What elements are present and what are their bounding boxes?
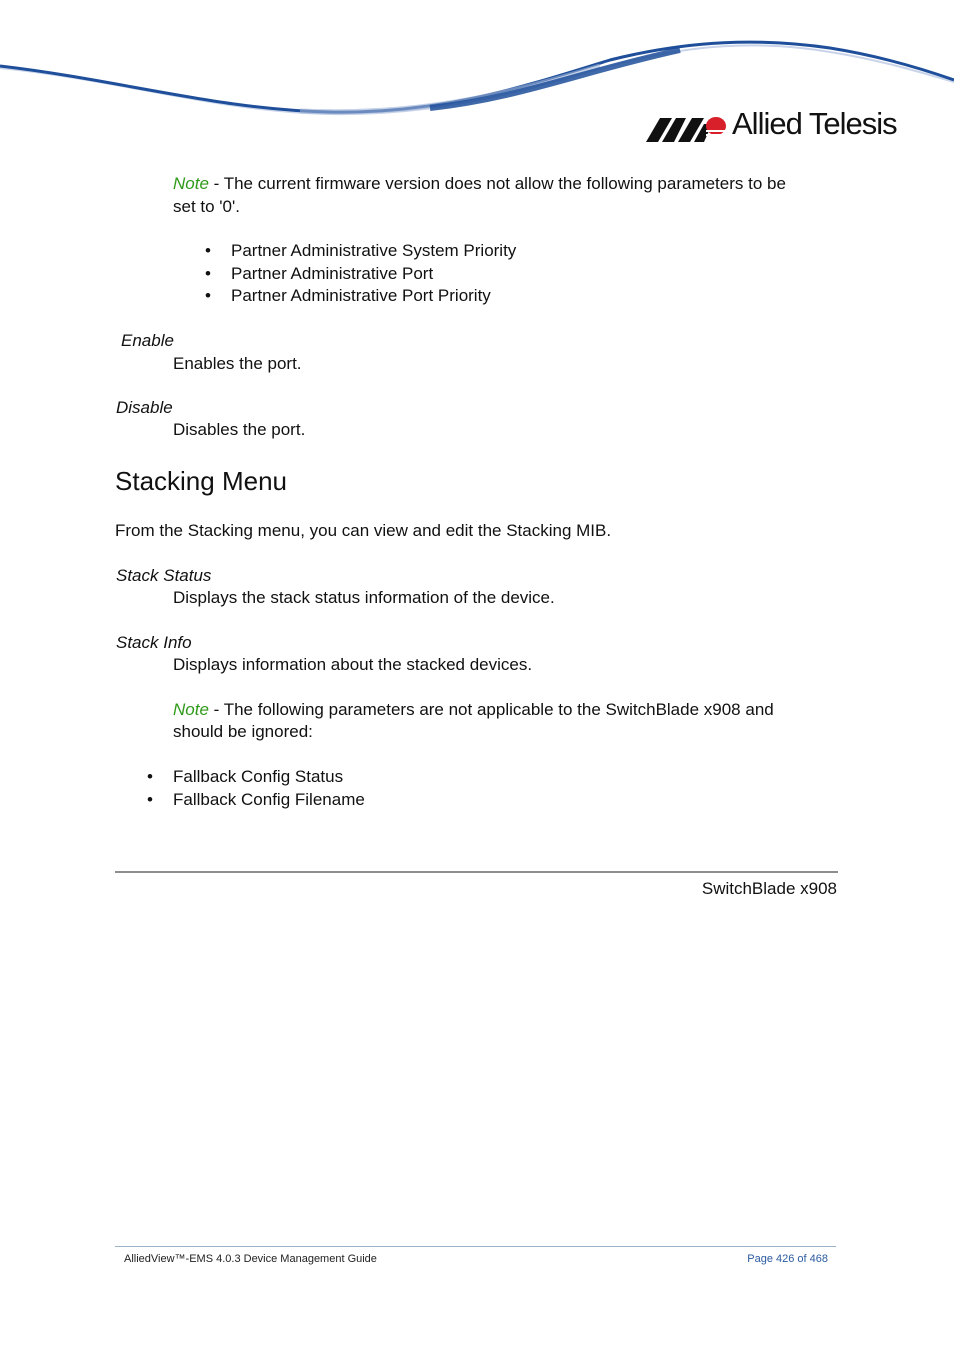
term-stack-status-desc: Displays the stack status information of the device.	[173, 588, 555, 607]
note-1-line-2: set to '0'.	[173, 197, 240, 216]
note-2-line-2: should be ignored:	[173, 722, 313, 741]
product-footer-rule	[115, 871, 838, 873]
term-disable-desc: Disables the port.	[173, 420, 306, 439]
note-1-line-1	[173, 173, 786, 195]
product-footer: SwitchBlade x908	[701, 879, 837, 898]
note-label: Note	[173, 700, 209, 719]
list-item: • Partner Administrative Port Priority	[205, 286, 491, 305]
allied-telesis-mark-icon	[646, 110, 728, 146]
term-enable-desc: Enables the port.	[173, 354, 302, 373]
note-1-list	[205, 240, 517, 308]
note-2-list	[147, 766, 365, 811]
section-title: Stacking Menu	[115, 466, 287, 496]
term-stack-status: Stack Status	[116, 566, 212, 585]
note-text: - The following parameters are not applicable to the SwitchBlade x908 and	[208, 700, 774, 719]
note-text: - The current firmware version does not allow the following parameters to be	[208, 174, 786, 193]
list-item: • Fallback Config Status	[147, 767, 344, 786]
term-enable: Enable	[121, 331, 174, 350]
logo	[646, 108, 902, 148]
list-item: • Partner Administrative System Priority	[205, 241, 517, 260]
section-intro: From the Stacking menu, you can view and edit the Stacking MIB.	[115, 521, 612, 540]
page-footer-left: AlliedView™-EMS 4.0.3 Device Management Guide	[124, 1253, 377, 1265]
page-footer-right: Page 426 of 468	[747, 1253, 828, 1265]
term-disable: Disable	[116, 398, 173, 417]
note-2-line-1	[173, 699, 774, 721]
logo-text: Allied Telesis	[732, 106, 897, 141]
page-footer-rule	[115, 1246, 836, 1247]
list-item: • Fallback Config Filename	[147, 789, 365, 809]
term-stack-info-desc: Displays information about the stacked devices.	[173, 655, 533, 674]
note-label: Note	[173, 174, 209, 193]
term-stack-info: Stack Info	[116, 633, 192, 652]
list-item: • Partner Administrative Port	[205, 263, 434, 283]
